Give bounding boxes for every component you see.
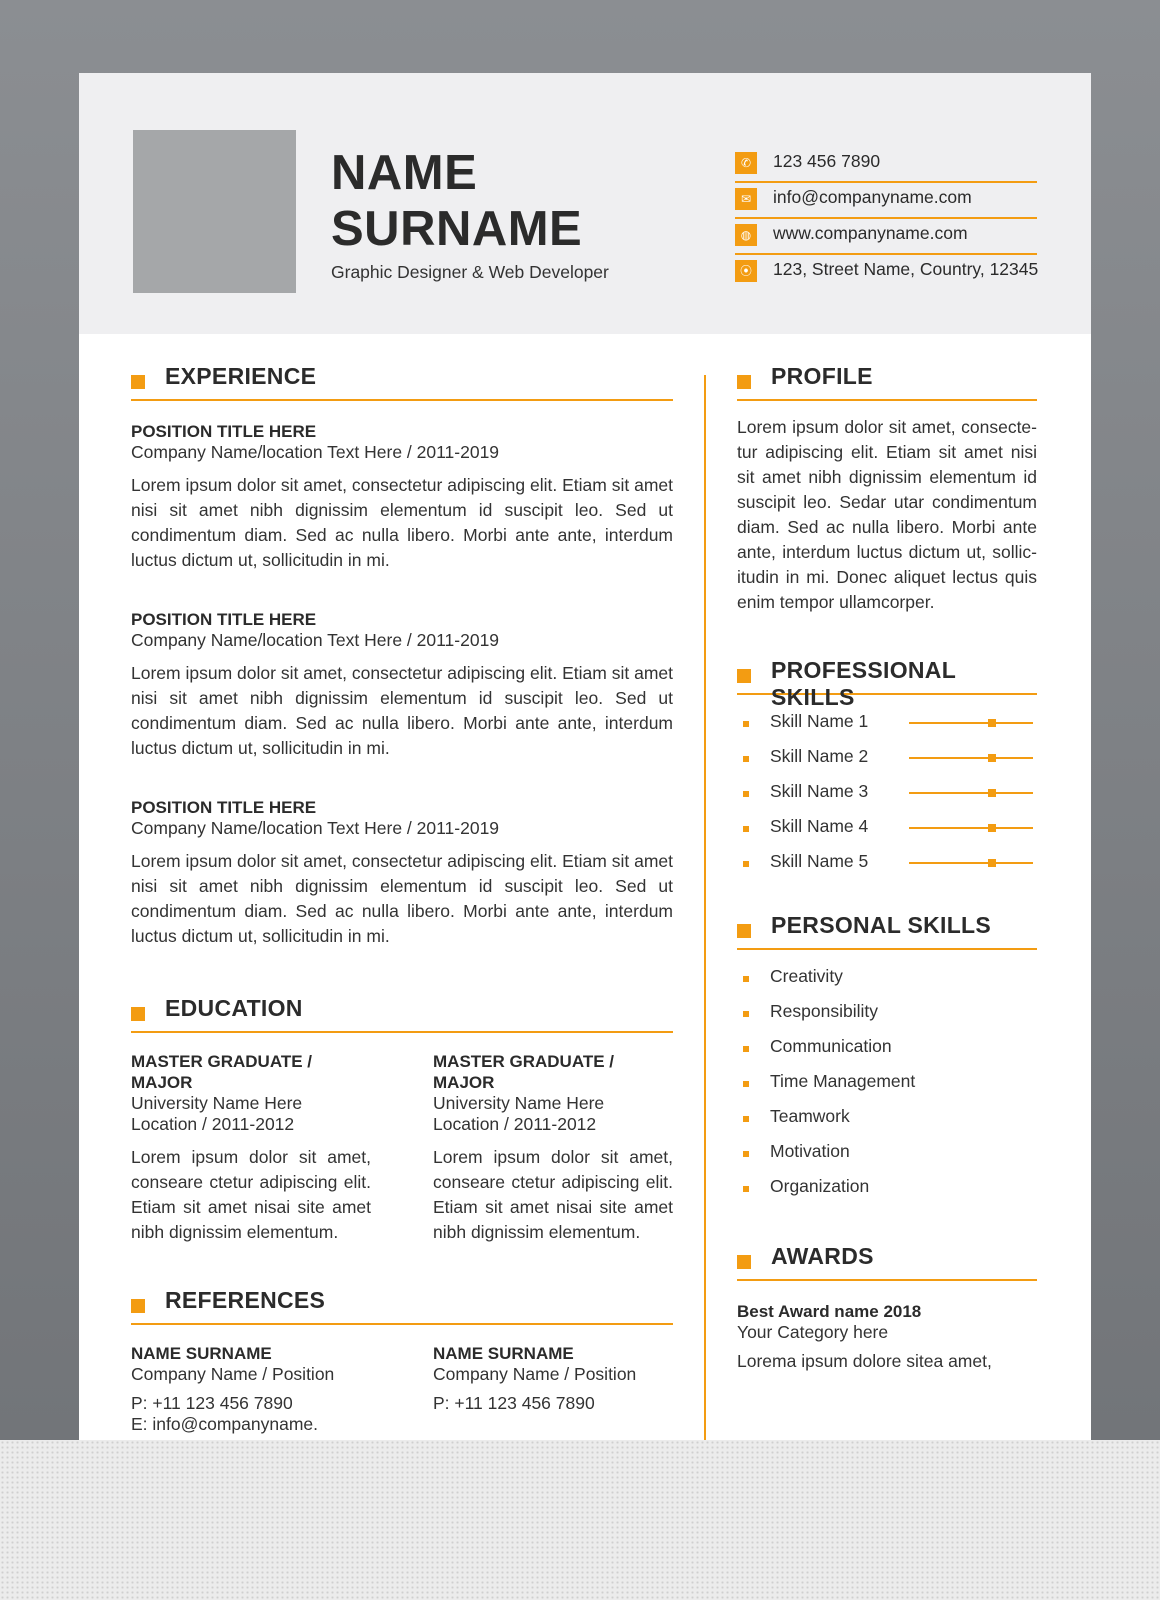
- bullet-icon: [743, 1046, 749, 1052]
- personal-skill-name: Organization: [770, 1176, 870, 1196]
- reference-name: NAME SURNAME: [433, 1344, 574, 1363]
- job-description: Lorem ipsum dolor sit amet, consectetur adipiscing elit. Etiam sit amet nisi sit amet nibh dignissim elementum id suscipit leo. Sed ut condimentum diam. Sed ac nulla libero. Morbi ante ante, interdum luctus dictum ut, sollicitudin in mi.: [131, 851, 673, 946]
- personal-skill-name: Creativity: [770, 966, 843, 986]
- job-description: Lorem ipsum dolor sit amet, consectetur adipiscing elit. Etiam sit amet nisi sit amet nibh dignissim elementum id suscipit leo. Sed ut condimentum diam. Sed ac nulla libero. Morbi ante ante, interdum luctus dictum ut, sollicitudin in mi.: [131, 663, 673, 758]
- job-description: Lorem ipsum dolor sit amet, consectetur adipiscing elit. Etiam sit amet nisi sit amet nibh dignissim elementum id suscipit leo. Sed ut condimentum diam. Sed ac nulla libero. Morbi ante ante, interdum luctus dictum ut, sollicitudin in mi.: [131, 475, 673, 570]
- surname: SURNAME: [331, 202, 583, 256]
- phone-icon: ✆: [735, 152, 757, 174]
- section-title: EXPERIENCE: [165, 363, 317, 389]
- heading-square-icon: [737, 1255, 751, 1269]
- section-title: PROFILE: [771, 363, 873, 389]
- left-column: [131, 363, 673, 1435]
- award-category: Your Category here: [737, 1322, 889, 1342]
- skill-name: Skill Name 4: [770, 816, 869, 836]
- contact-address-text: 123, Street Name, Country, 12345: [773, 259, 1039, 279]
- heading-square-icon: [737, 924, 751, 938]
- education-description: Lorem ipsum dolor sit amet, conseare ctetur adipiscing elit. Etiam sit amet nisai site amet nibh dignissim elementum.: [433, 1147, 673, 1242]
- references-heading: [131, 1287, 673, 1325]
- personal-skill-item: [737, 966, 1037, 1001]
- bullet-icon: [743, 1011, 749, 1017]
- education-item: [131, 1051, 371, 1245]
- heading-square-icon: [131, 375, 145, 389]
- bullet-icon: [743, 1081, 749, 1087]
- degree-title: MASTER GRADUATE / MAJOR: [131, 1052, 313, 1092]
- reference-phone: P: +11 123 456 7890: [131, 1393, 293, 1413]
- bullet-icon: [743, 1116, 749, 1122]
- education-item: [433, 1051, 673, 1245]
- personal-skill-item: [737, 1176, 1037, 1211]
- references-list: [131, 1343, 673, 1435]
- heading-square-icon: [737, 375, 751, 389]
- bullet-icon: [743, 791, 749, 797]
- awards-heading: [737, 1243, 1037, 1281]
- heading-square-icon: [737, 669, 751, 683]
- skill-item: [737, 816, 1037, 851]
- globe-icon: ◍: [735, 224, 757, 246]
- professional-skills-list: [737, 711, 1037, 886]
- reference-company: Company Name / Position: [433, 1364, 637, 1384]
- bullet-icon: [743, 1186, 749, 1192]
- contact-address: [735, 255, 1037, 291]
- reference-name: NAME SURNAME: [131, 1344, 272, 1363]
- section-title: AWARDS: [771, 1243, 874, 1269]
- company-line: Company Name/location Text Here / 2011-2019: [131, 818, 500, 838]
- photo-placeholder: [133, 130, 296, 293]
- skill-level-bar: [909, 722, 1033, 724]
- skill-level-marker: [988, 719, 996, 727]
- contact-phone-text: 123 456 7890: [773, 151, 881, 171]
- degree-title: MASTER GRADUATE / MAJOR: [433, 1052, 615, 1092]
- reference-item: [433, 1343, 673, 1435]
- reference-phone: P: +11 123 456 7890: [433, 1393, 595, 1413]
- dotted-fade-overlay: [0, 1440, 1160, 1600]
- skill-name: Skill Name 3: [770, 781, 869, 801]
- skill-level-bar: [909, 827, 1033, 829]
- contact-website: [735, 219, 1037, 255]
- experience-item: [131, 797, 673, 949]
- position-title: POSITION TITLE HERE: [131, 798, 317, 817]
- personal-skills-heading: [737, 912, 1037, 950]
- right-column: [737, 363, 1037, 1372]
- education-location: Location / 2011-2012: [131, 1114, 295, 1134]
- position-title: POSITION TITLE HERE: [131, 610, 317, 629]
- reference-contact: [433, 1393, 673, 1414]
- education-location: Location / 2011-2012: [433, 1114, 597, 1134]
- resume-page: [79, 73, 1091, 1453]
- reference-contact: [131, 1393, 371, 1435]
- personal-skill-name: Responsibility: [770, 1001, 878, 1021]
- bullet-icon: [743, 826, 749, 832]
- section-title: PERSONAL SKILLS: [771, 912, 992, 938]
- bullet-icon: [743, 976, 749, 982]
- section-title: EDUCATION: [165, 995, 303, 1021]
- company-line: Company Name/location Text Here / 2011-2019: [131, 442, 500, 462]
- personal-skill-name: Teamwork: [770, 1106, 850, 1126]
- skill-item: [737, 711, 1037, 746]
- experience-heading: [131, 363, 673, 401]
- profile-text: Lorem ipsum dolor sit amet, consecte-tur adipiscing elit. Etiam sit amet nisi sit amet nibh dignissim elementum id suscipit leo. Sedar utar condimentum diam. Sed ac nulla libero. Morbi ante ante, interdum luctus dictum ut, sollic-itudin in mi. Donec aliquet lectus quis enim tempor ullamcorper.: [737, 417, 1037, 612]
- contact-phone: [735, 147, 1037, 183]
- education-list: [131, 1051, 673, 1245]
- full-name: [331, 145, 711, 257]
- profile-heading: [737, 363, 1037, 401]
- bullet-icon: [743, 756, 749, 762]
- personal-skill-item: [737, 1141, 1037, 1176]
- skill-level-marker: [988, 789, 996, 797]
- reference-company: Company Name / Position: [131, 1364, 335, 1384]
- personal-skill-item: [737, 1071, 1037, 1106]
- education-description: Lorem ipsum dolor sit amet, conseare ctetur adipiscing elit. Etiam sit amet nisai site amet nibh dignissim elementum.: [131, 1147, 371, 1242]
- skill-name: Skill Name 2: [770, 746, 869, 766]
- personal-skill-item: [737, 1106, 1037, 1141]
- education-heading: [131, 995, 673, 1033]
- heading-square-icon: [131, 1007, 145, 1021]
- skill-item: [737, 781, 1037, 816]
- job-role: Graphic Designer & Web Developer: [331, 262, 609, 282]
- personal-skill-name: Time Management: [770, 1071, 916, 1091]
- personal-skill-item: [737, 1036, 1037, 1071]
- section-title: REFERENCES: [165, 1287, 326, 1313]
- column-divider: [704, 375, 706, 1453]
- reference-item: [131, 1343, 371, 1435]
- personal-skills-list: [737, 966, 1037, 1211]
- skill-item: [737, 851, 1037, 886]
- bullet-icon: [743, 721, 749, 727]
- personal-skill-item: [737, 1001, 1037, 1036]
- skill-level-marker: [988, 824, 996, 832]
- skill-level-marker: [988, 754, 996, 762]
- contact-website-text: www.companyname.com: [773, 223, 968, 243]
- experience-item: [131, 609, 673, 761]
- personal-skill-name: Motivation: [770, 1141, 850, 1161]
- resume-header: [79, 73, 1091, 334]
- mail-icon: ✉: [735, 188, 757, 210]
- award-name: Best Award name 2018: [737, 1302, 922, 1321]
- heading-square-icon: [131, 1299, 145, 1313]
- location-pin-icon: ⦿: [735, 260, 757, 282]
- skill-level-bar: [909, 792, 1033, 794]
- award-description: Lorema ipsum dolore sitea amet,: [737, 1351, 992, 1371]
- skill-name: Skill Name 1: [770, 711, 869, 731]
- reference-email: E: info@companyname.: [131, 1414, 319, 1434]
- contact-list: [735, 147, 1037, 291]
- bullet-icon: [743, 1151, 749, 1157]
- bullet-icon: [743, 861, 749, 867]
- professional-skills-heading: [737, 657, 1037, 710]
- first-name: NAME: [331, 146, 478, 200]
- skill-level-bar: [909, 862, 1033, 864]
- contact-email: [735, 183, 1037, 219]
- university-name: University Name Here: [433, 1093, 605, 1113]
- skill-name: Skill Name 5: [770, 851, 869, 871]
- skill-item: [737, 746, 1037, 781]
- contact-email-text: info@companyname.com: [773, 187, 972, 207]
- position-title: POSITION TITLE HERE: [131, 422, 317, 441]
- company-line: Company Name/location Text Here / 2011-2019: [131, 630, 500, 650]
- university-name: University Name Here: [131, 1093, 303, 1113]
- section-title: PROFESSIONAL SKILLS: [771, 657, 956, 710]
- skill-level-bar: [909, 757, 1033, 759]
- skill-level-marker: [988, 859, 996, 867]
- personal-skill-name: Communication: [770, 1036, 892, 1056]
- experience-item: [131, 421, 673, 573]
